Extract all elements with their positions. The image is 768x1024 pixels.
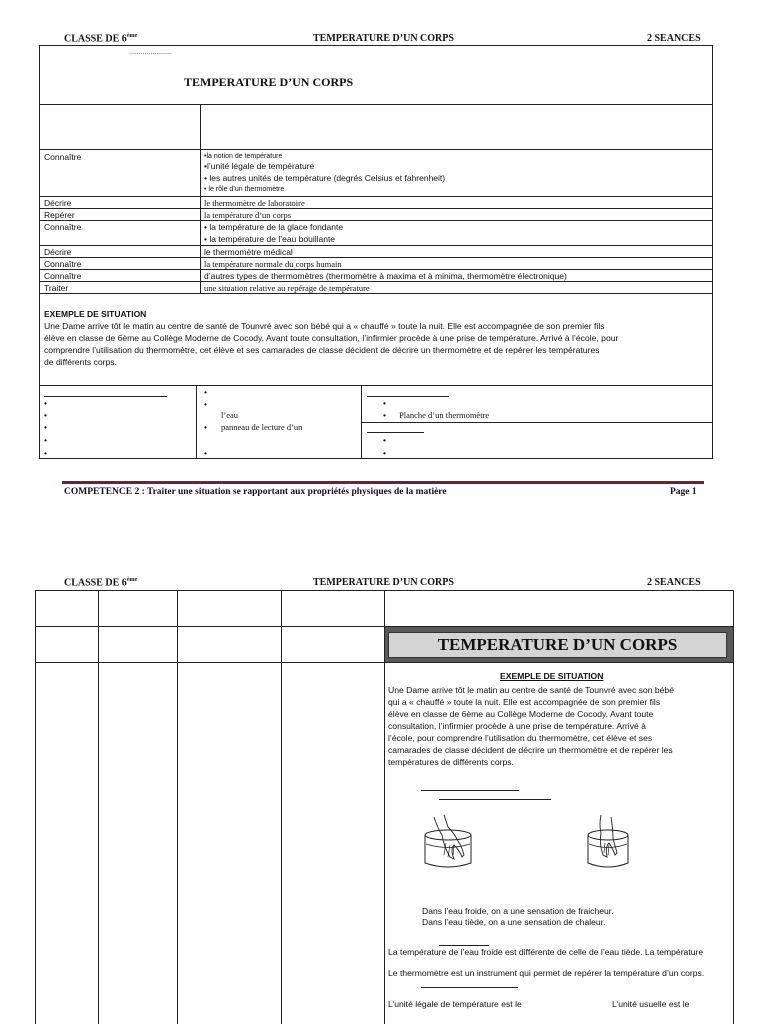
situation-line: Une Dame arrive tôt le matin au centre de santé de Tounvré avec son bébé	[388, 685, 674, 695]
skill-verb: Connaître	[44, 259, 82, 269]
skill-item: la température normale du corps humain	[204, 259, 342, 269]
material-panneau: panneau de lecture d’un	[221, 422, 303, 432]
seances-label: 2 SEANCES	[647, 33, 701, 44]
situation-text	[388, 684, 728, 768]
class-text: CLASSE DE 6	[64, 577, 127, 589]
skill-verb: Traiter	[44, 283, 69, 293]
bullet: •	[383, 448, 386, 458]
bullet: •	[204, 422, 207, 432]
situation-line: de différents corps.	[44, 357, 117, 367]
header-title: TEMPERATURE D’UN CORPS	[313, 577, 454, 588]
situation-line: élève en classe de 6ème au Collège Moderne de Cocody. Avant toute consultation, l’infirmier procède à une prise de température. Arrivé à l’école, pour	[44, 333, 619, 343]
bullet: •	[44, 398, 47, 408]
header-title: TEMPERATURE D’UN CORPS	[313, 33, 454, 44]
page-number: Page 1	[670, 487, 697, 497]
skill-verb: Décrire	[44, 198, 72, 208]
class-label	[64, 33, 137, 44]
skill-item: • les autres unités de température (degrés Celsius et fahrenheit)	[204, 173, 446, 183]
skill-item: d’autres types de thermomètres (thermomètre à maxima et à minima, thermomètre électronique)	[204, 271, 567, 281]
hand-in-cold-water-icon	[420, 813, 480, 873]
page-title: TEMPERATURE D’UN CORPS	[184, 75, 354, 89]
situation-text	[44, 320, 710, 368]
material-planche: Planche d’un thermomètre	[399, 410, 490, 420]
caption-warm: Dans l’eau tiède, on a une sensation de chaleur.	[422, 917, 606, 927]
class-sup: ème	[126, 577, 138, 583]
situation-title: EXEMPLE DE SITUATION	[44, 309, 147, 319]
dots-line: ......................	[129, 49, 172, 56]
sentence-thermometer-definition: Le thermomètre est un instrument qui permet de repérer la température d’un corps.	[388, 968, 705, 978]
skill-verb: Connaître	[44, 152, 82, 162]
bullet: •	[383, 410, 386, 420]
banner-title: TEMPERATURE D’UN CORPS	[388, 632, 727, 658]
skill-verb: Décrire	[44, 247, 72, 257]
skill-verb: Connaître	[44, 222, 82, 232]
title-banner	[385, 627, 733, 662]
skill-item: la température d’un corps	[204, 210, 292, 220]
situation-line: températures de différents corps.	[388, 757, 514, 767]
unit-usual-label: L’unité usuelle est le	[612, 999, 690, 1009]
footer-rule	[62, 481, 704, 484]
skill-item: une situation relative au repérage de température	[204, 283, 370, 293]
bullet: •	[204, 399, 207, 409]
bullet: •	[44, 422, 47, 432]
seances-label: 2 SEANCES	[647, 577, 701, 588]
material-eau: l’eau	[221, 410, 238, 420]
situation-line: Une Dame arrive tôt le matin au centre de santé de Tounvré avec son bébé qui a « chauffé » toute la nuit. Elle est accompagnée de son premier fils	[44, 321, 605, 331]
hand-in-warm-water-icon	[583, 813, 635, 873]
situation-line: élève en classe de 6ème au Collège Moderne de Cocody. Avant toute	[388, 709, 654, 719]
skill-item: • le rôle d’un thermomètre	[204, 186, 285, 193]
situation-line: consultation, l’infirmier procède à une prise de température. Arrivé à	[388, 721, 646, 731]
class-label	[64, 577, 137, 588]
situation-title: EXEMPLE DE SITUATION	[500, 671, 604, 681]
bullet: •	[44, 410, 47, 420]
skill-item: •la notion de température	[204, 153, 283, 160]
bullet: •	[204, 448, 207, 458]
situation-line: qui a « chauffé » toute la nuit. Elle est accompagnée de son premier fils	[388, 697, 661, 707]
skill-item: •l’unité légale de température	[204, 161, 315, 171]
skill-item: • la température de l’eau bouillante	[204, 234, 336, 244]
unit-legal-label: L’unité légale de température est le	[388, 999, 522, 1009]
skill-item: le thermomètre de laboratoire	[204, 198, 305, 208]
bullet: •	[44, 435, 47, 445]
bullet: •	[383, 435, 386, 445]
class-text: CLASSE DE 6	[64, 33, 127, 45]
sentence-temperature-difference: La température de l’eau froide est différente de celle de l’eau tiède. La température	[388, 947, 704, 957]
bullet: •	[383, 398, 386, 408]
class-sup: ème	[126, 33, 138, 39]
situation-line: camarades de classe décident de décrire un thermomètre et de repérer les	[388, 745, 673, 755]
skill-verb: Connaître	[44, 271, 82, 281]
bullet: •	[44, 448, 47, 458]
skill-item: le thermomètre médical	[204, 247, 293, 257]
situation-line: l’école, pour comprendre l’utilisation du thermomètre, cet élève et ses	[388, 733, 653, 743]
empty-row	[39, 104, 713, 150]
footer-competence: COMPETENCE 2 : Traiter une situation se rapportant aux propriétés physiques de la matière	[64, 487, 447, 497]
caption-cold: Dans l’eau froide, on a une sensation de fraicheur.	[422, 906, 614, 916]
bullet: •	[204, 387, 207, 397]
situation-line: comprendre l’utilisation du thermomètre, cet élève et ses camarades de classe décident de décrire un thermomètre et de repérer les températures	[44, 345, 600, 355]
skill-item: • la température de la glace fondante	[204, 222, 344, 232]
skill-verb: Repérer	[44, 210, 75, 220]
